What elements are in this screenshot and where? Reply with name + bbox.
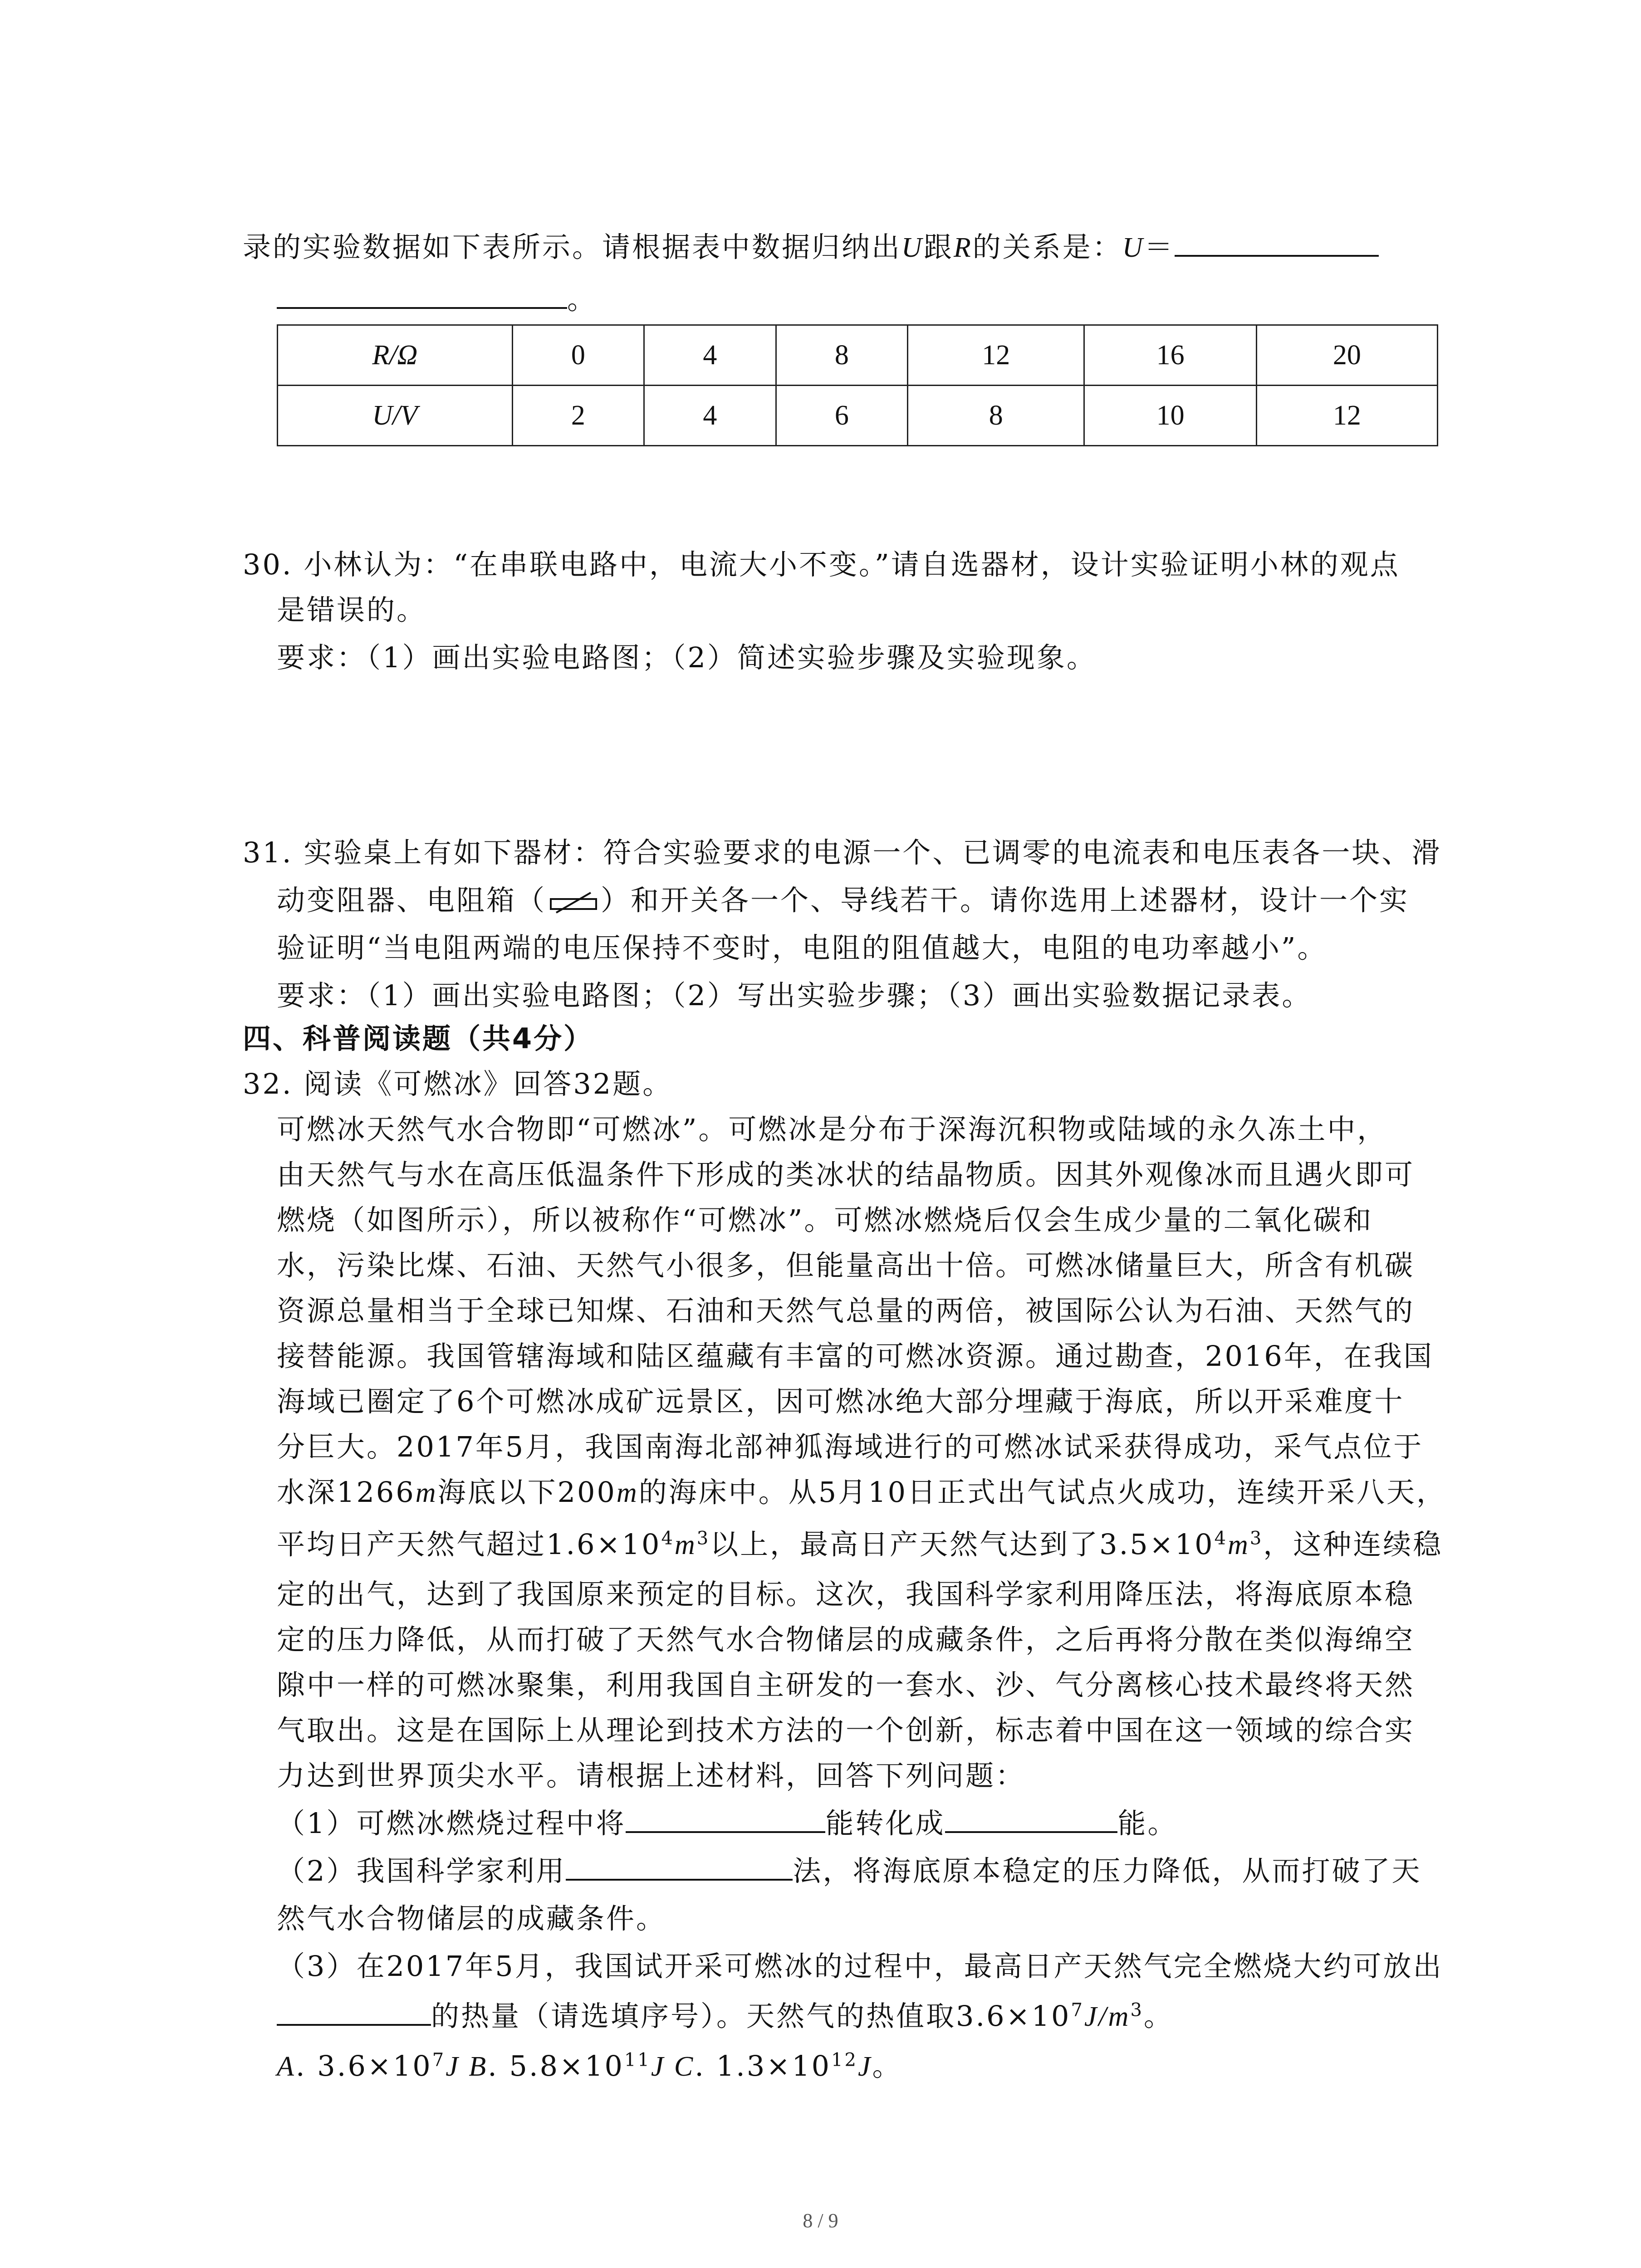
table-cell: 4 bbox=[644, 325, 776, 386]
table-cell: 20 bbox=[1256, 325, 1437, 386]
passage-line: 定的压力降低，从而打破了天然气水合物储层的成藏条件，之后再将分散在类似海绵空 bbox=[277, 1623, 1415, 1656]
table-cell: 16 bbox=[1084, 325, 1256, 386]
data-table bbox=[277, 324, 1438, 446]
passage-line: 水，污染比煤、石油、天然气小很多，但能量高出十倍。可燃冰储量巨大，所含有机碳 bbox=[277, 1249, 1415, 1282]
q31-line2: 动变阻器、电阻箱（ ）和开关各一个、导线若干。请你选用上述器材，设计一个实 bbox=[277, 884, 1410, 917]
option-b: B bbox=[460, 2051, 488, 2082]
table-cell: 8 bbox=[776, 325, 907, 386]
table-row bbox=[278, 325, 1438, 386]
passage-line: 平均日产天然气超过$1.6\times 10^4m^3$以上，最高日产天然气达到了$3.5\times 10^4m^3$，这种连续稳 bbox=[277, 1528, 1443, 1561]
passage-line: 隙中一样的可燃冰聚集，利用我国自主研发的一套水、沙、气分离核心技术最终将天然 bbox=[277, 1668, 1415, 1701]
table-cell: 4 bbox=[644, 386, 776, 446]
q30-line1: 30. 小林认为：“在串联电路中，电流大小不变。”请自选器材，设计实验证明小林的观点 bbox=[243, 548, 1400, 581]
sub-question-3: （3）在2017年5月，我国试开采可燃冰的过程中，最高日产天然气完全燃烧大约可放出 bbox=[277, 1950, 1443, 1983]
answer-blank[interactable] bbox=[277, 278, 567, 309]
q31-line3: 验证明“当电阻两端的电压保持不变时，电阻的阻值越大，电阻的电功率越小”。 bbox=[277, 931, 1327, 964]
passage-line: 可燃冰天然气水合物即“可燃冰”。可燃冰是分布于深海沉积物或陆域的永久冻土中， bbox=[277, 1113, 1387, 1146]
passage-line: 资源总量相当于全球已知煤、石油和天然气总量的两倍，被国际公认为石油、天然气的 bbox=[277, 1294, 1415, 1327]
q29-line2: 。 bbox=[277, 277, 597, 322]
sub-question-3-cont: 的热量（请选填序号）。天然气的热值取$3.6\times 10^7J/m^3$。 bbox=[277, 1994, 1174, 2039]
q30-requirements: 要求：（1）画出实验电路图；（2）简述实验步骤及实验现象。 bbox=[277, 641, 1097, 674]
table-cell: 10 bbox=[1084, 386, 1256, 446]
table-cell: U/V bbox=[278, 386, 513, 446]
q30-line2: 是错误的。 bbox=[277, 593, 427, 626]
answer-options: A. $3.6\times 10^7J$ B. $5.8\times 10^{11}J$ C. $1.3\times 10^{12}J$。 bbox=[277, 2049, 902, 2082]
answer-blank[interactable] bbox=[566, 1850, 793, 1881]
answer-blank[interactable] bbox=[1175, 226, 1379, 257]
q31-line1: 31. 实验桌上有如下器材：符合实验要求的电源一个、已调零的电流表和电压表各一块、滑 bbox=[243, 836, 1442, 869]
sub-question-2-cont: 然气水合物储层的成藏条件。 bbox=[277, 1902, 666, 1935]
passage-line: 分巨大。2017年5月，我国南海北部神狐海域进行的可燃冰试采获得成功，采气点位于 bbox=[277, 1430, 1424, 1463]
passage-line: 气取出。这是在国际上从理论到技术方法的一个创新，标志着中国在这一领域的综合实 bbox=[277, 1714, 1415, 1747]
table-cell: 12 bbox=[908, 325, 1084, 386]
table-cell: 8 bbox=[908, 386, 1084, 446]
question-number: 31. bbox=[243, 836, 293, 869]
sub-question-1: （1）可燃冰燃烧过程中将 能转化成 能。 bbox=[277, 1801, 1177, 1846]
option-c: C bbox=[665, 2051, 695, 2082]
passage-line: 力达到世界顶尖水平。请根据上述材料，回答下列问题： bbox=[277, 1759, 1026, 1792]
table-cell: 12 bbox=[1256, 386, 1437, 446]
option-a: A bbox=[277, 2051, 296, 2082]
q32-intro: 32. 阅读《可燃冰》回答32题。 bbox=[243, 1067, 673, 1100]
table-row bbox=[278, 386, 1438, 446]
question-number: 30. bbox=[243, 548, 293, 581]
table-cell: 0 bbox=[512, 325, 644, 386]
passage-line: 海域已圈定了6个可燃冰成矿远景区，因可燃冰绝大部分埋藏于海底，所以开采难度十 bbox=[277, 1385, 1405, 1418]
resistance-box-icon bbox=[546, 889, 601, 916]
passage-line: 水深1266m海底以下200m的海床中。从5月10日正式出气试点火成功，连续开采八天， bbox=[277, 1476, 1447, 1509]
table-cell: 6 bbox=[776, 386, 907, 446]
passage-line: 燃烧（如图所示），所以被称作“可燃冰”。可燃冰燃烧后仅会生成少量的二氧化碳和 bbox=[277, 1203, 1373, 1237]
page-number: 8 / 9 bbox=[803, 2209, 838, 2232]
q31-requirements: 要求：（1）画出实验电路图；（2）写出实验步骤；（3）画出实验数据记录表。 bbox=[277, 979, 1312, 1012]
answer-blank[interactable] bbox=[277, 1995, 431, 2026]
sub-question-2: （2）我国科学家利用 法，将海底原本稳定的压力降低，从而打破了天 bbox=[277, 1848, 1421, 1894]
section-heading: 四、科普阅读题（共4分） bbox=[243, 1022, 594, 1055]
answer-blank[interactable] bbox=[945, 1802, 1117, 1833]
answer-blank[interactable] bbox=[626, 1802, 825, 1833]
passage-line: 接替能源。我国管辖海域和陆区蕴藏有丰富的可燃冰资源。通过勘查，2016年，在我国 bbox=[277, 1339, 1434, 1373]
table-cell: 2 bbox=[512, 386, 644, 446]
question-number: 32. bbox=[243, 1067, 293, 1100]
table-cell: R/Ω bbox=[278, 325, 513, 386]
passage-line: 定的出气，达到了我国原来预定的目标。这次，我国科学家利用降压法，将海底原本稳 bbox=[277, 1578, 1415, 1611]
q29-line1: 录的实验数据如下表所示。请根据表中数据归纳出U跟R的关系是：U＝ bbox=[243, 225, 1379, 270]
passage-line: 由天然气与水在高压低温条件下形成的类冰状的结晶物质。因其外观像冰而且遇火即可 bbox=[277, 1158, 1415, 1191]
